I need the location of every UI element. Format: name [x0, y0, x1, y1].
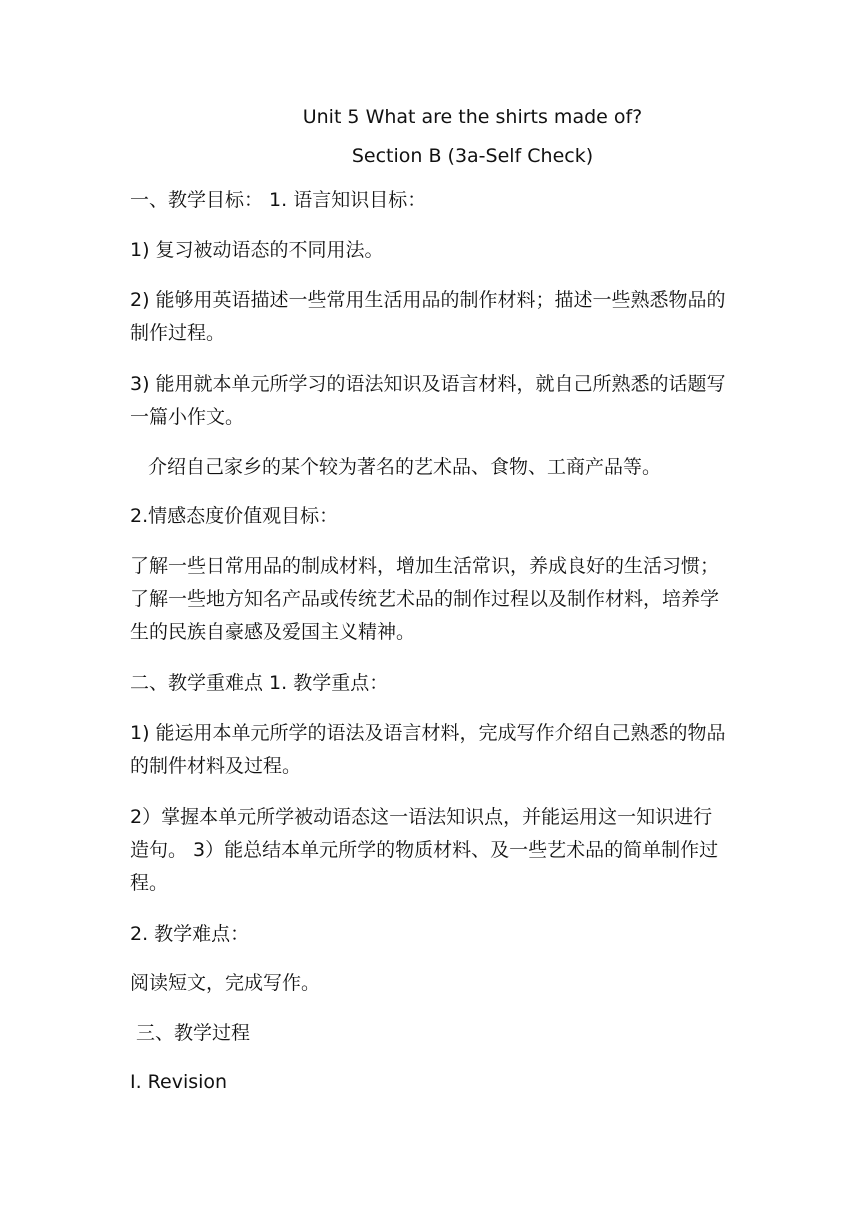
key-point-item-2: 2）掌握本单元所学被动语态这一语法知识点，并能运用这一知识进行造句。 3）能总结本单元所学的物质材料、及一些艺术品的简单制作过程。 — [130, 806, 719, 894]
emotional-objective-text: 了解一些日常用品的制成材料，增加生活常识，养成良好的生活习惯；了解一些地方知名产品或传统艺术品的制作过程以及制作材料，培养学生的民族自豪感及爱国主义精神。 — [130, 555, 720, 643]
difficult-points-heading: 2. 教学难点： — [130, 923, 250, 945]
revision-heading: Ⅰ. Revision — [130, 1071, 228, 1093]
objective-topic-note: 介绍自己家乡的某个较为著名的艺术品、食物、工商产品等。 — [148, 456, 662, 478]
key-points-heading: 二、教学重难点 1. 教学重点： — [130, 672, 389, 694]
teaching-process-heading: 三、教学过程 — [136, 1022, 251, 1044]
objective-item-1: 1) 复习被动语态的不同用法。 — [130, 239, 384, 261]
difficult-point-item: 阅读短文，完成写作。 — [130, 972, 321, 994]
section-objectives-heading: 一、教学目标： 1. 语言知识目标： — [130, 189, 427, 211]
emotional-objective-heading: 2.情感态度价值观目标： — [130, 505, 339, 527]
objective-item-3: 3) 能用就本单元所学习的语法知识及语言材料，就自己所熟悉的话题写一篇小作文。 — [130, 373, 726, 428]
document-title: Unit 5 What are the shirts made of? — [302, 106, 643, 128]
objective-item-2: 2) 能够用英语描述一些常用生活用品的制作材料；描述一些熟悉物品的制作过程。 — [130, 289, 726, 344]
document-subtitle: Section B (3a-Self Check) — [351, 145, 594, 167]
key-point-item-1: 1) 能运用本单元所学的语法及语言材料，完成写作介绍自己熟悉的物品的制件材料及过程。 — [130, 722, 726, 777]
